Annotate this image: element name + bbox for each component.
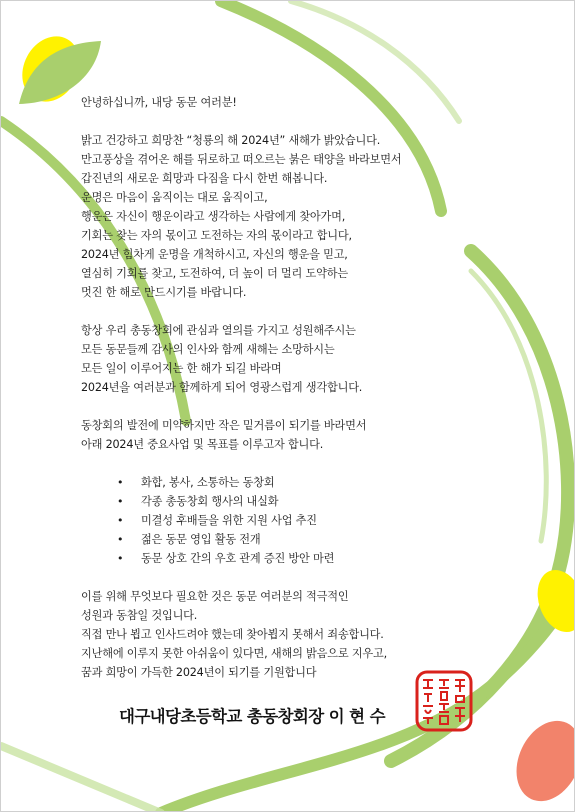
paragraph-goals-intro [81, 416, 521, 454]
goal-text: 화합, 봉사, 소통하는 동창회 [141, 476, 275, 489]
paragraph-thanks [81, 321, 521, 397]
paragraph-line: 꿈과 희망이 가득한 2024년이 되기를 기원합니다 [81, 666, 317, 679]
paragraph-closing [81, 587, 521, 682]
paragraph-line: 이를 위해 무엇보다 필요한 것은 동문 여러분의 적극적인 [81, 590, 349, 603]
list-item [117, 549, 521, 568]
paragraph-line: 항상 우리 총동창회에 관심과 열의를 가지고 성원해주시는 [81, 324, 356, 337]
paragraph-line: 직접 만나 뵙고 인사드려야 했는데 찾아뵙지 못해서 죄송합니다. [81, 628, 384, 641]
goal-text: 미결성 후배들을 위한 지원 사업 추진 [141, 514, 317, 527]
paragraph-line: 열심히 기회를 찾고, 도전하여, 더 높이 더 멀리 도약하는 [81, 267, 348, 280]
paragraph-line: 기회는 찾는 자의 몫이고 도전하는 자의 몫이라고 합니다, [81, 229, 352, 242]
bullet-icon: • [117, 533, 124, 546]
paragraph-line: 멋진 한 해로 만드시기를 바랍니다. [81, 286, 247, 299]
paragraph-line: 아래 2024년 중요사업 및 목표를 이루고자 합니다. [81, 438, 324, 451]
seal-stamp-icon [415, 670, 473, 732]
paragraph-line: 동창회의 발전에 미약하지만 작은 밑거름이 되기를 바라면서 [81, 419, 367, 432]
signature: 대구내당초등학교 총동창회장 이 현 수 [119, 707, 386, 726]
bullet-icon: • [117, 476, 124, 489]
list-item [117, 473, 521, 492]
list-item [117, 492, 521, 511]
paragraph-line: 2024년을 여러분과 함께하게 되어 영광스럽게 생각합니다. [81, 381, 363, 394]
bullet-icon: • [117, 514, 124, 527]
paragraph-line: 행운은 자신이 행운이라고 생각하는 사람에게 찾아가며, [81, 210, 346, 223]
paragraph-line: 운명은 마음이 움직이는 대로 움직이고, [81, 191, 268, 204]
paragraph-line: 모든 일이 이루어지는 한 해가 되길 바라며 [81, 362, 282, 375]
goal-text: 동문 상호 간의 우호 관계 증진 방안 마련 [141, 552, 335, 565]
goal-text: 각종 총동창회 행사의 내실화 [141, 495, 279, 508]
paragraph-line: 갑진년의 새로운 희망과 다짐을 다시 한번 해봅니다. [81, 172, 328, 185]
paragraph-line: 지난해에 이루지 못한 아쉬움이 있다면, 새해의 밝음으로 지우고, [81, 647, 387, 660]
goals-list [81, 473, 521, 568]
list-item [117, 530, 521, 549]
list-item [117, 511, 521, 530]
letter-body [81, 93, 521, 682]
paragraph-line: 성원과 동참일 것입니다. [81, 609, 198, 622]
bullet-icon: • [117, 552, 124, 565]
goal-text: 젊은 동문 영입 활동 전개 [141, 533, 261, 546]
bullet-icon: • [117, 495, 124, 508]
paragraph-new-year [81, 131, 521, 302]
coral-leaf-bottom-right [504, 710, 575, 811]
paragraph-line: 밝고 건강하고 희망찬 “청룡의 해 2024년” 새해가 밝았습니다. [81, 134, 381, 147]
greeting: 안녕하십니까, 내당 동문 여러분! [81, 96, 237, 109]
paragraph-line: 만고풍상을 겪어온 해를 뒤로하고 떠오르는 붉은 태양을 바라보면서 [81, 153, 402, 166]
paragraph-line: 2024년 힘차게 운명을 개척하시고, 자신의 행운을 믿고, [81, 248, 348, 261]
paragraph-line: 모든 동문들께 감사의 인사와 함께 새해는 소망하시는 [81, 343, 335, 356]
green-sweep-bottom-left [1, 746, 161, 812]
